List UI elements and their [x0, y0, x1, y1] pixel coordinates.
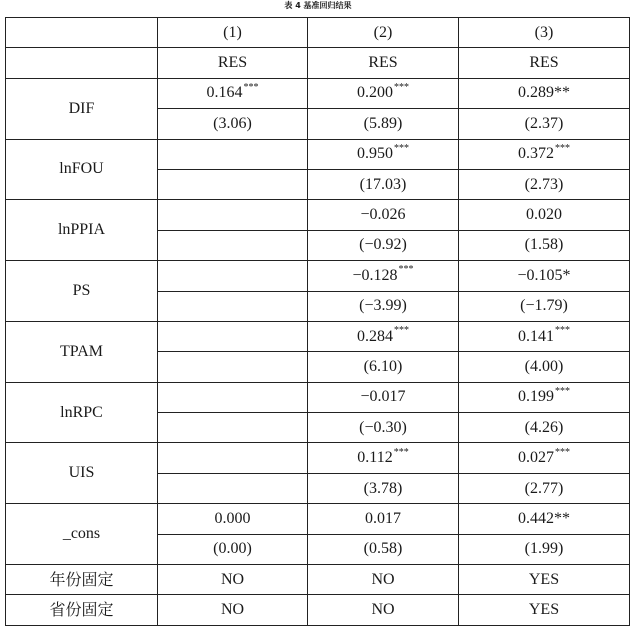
- tstat-cell: (17.03): [308, 169, 459, 199]
- fixed-effect-value: NO: [308, 595, 459, 625]
- fixed-effect-value: NO: [158, 565, 308, 595]
- significance-stars: ***: [555, 446, 570, 458]
- significance-stars: ***: [394, 325, 409, 337]
- coef-cell: [158, 504, 308, 534]
- significance-stars: ***: [555, 386, 570, 398]
- coef-value: −0.026: [360, 206, 406, 224]
- significance-stars: ***: [393, 446, 409, 458]
- tstat-cell: (0.00): [158, 534, 308, 564]
- coef-cell: [308, 261, 459, 291]
- coef-value: 0.950: [357, 145, 393, 163]
- coef-cell: [459, 139, 630, 169]
- coef-cell: [158, 78, 308, 108]
- coef-cell: [158, 443, 308, 473]
- tstat-cell: (1.58): [459, 230, 630, 260]
- coef-value: 0.199: [518, 388, 554, 406]
- coef-value: −0.128: [352, 266, 398, 284]
- fixed-effect-value: NO: [308, 565, 459, 595]
- tstat-cell: (3.78): [308, 473, 459, 503]
- tstat-cell: [158, 230, 308, 260]
- table-row-coef: [6, 504, 630, 534]
- variable-name: _cons: [6, 504, 158, 565]
- fixed-effect-value: YES: [459, 565, 630, 595]
- table-row-coef: [6, 78, 630, 108]
- tstat-cell: (5.89): [308, 109, 459, 139]
- coef-cell: [459, 200, 630, 230]
- tstat-cell: (3.06): [158, 109, 308, 139]
- table-row-fixed-effect: [6, 595, 630, 625]
- table-row-coef: [6, 321, 630, 351]
- variable-name: UIS: [6, 443, 158, 504]
- model-header: (3): [459, 18, 630, 48]
- tstat-cell: (2.73): [459, 169, 630, 199]
- dependent-variable: RES: [308, 48, 459, 78]
- tstat-cell: [158, 352, 308, 382]
- table-caption: 表 4 基准回归结果: [284, 1, 352, 10]
- tstat-cell: (2.77): [459, 473, 630, 503]
- coef-cell: [459, 382, 630, 412]
- header-row-models: [6, 18, 630, 48]
- table-row-coef: [6, 261, 630, 291]
- coef-value: 0.017: [365, 509, 401, 527]
- coef-cell: [459, 504, 630, 534]
- coef-cell: [158, 321, 308, 351]
- model-header: (2): [308, 18, 459, 48]
- table-row-coef: [6, 139, 630, 169]
- dependent-variable: RES: [459, 48, 630, 78]
- coef-value: 0.141: [518, 327, 554, 345]
- coef-value: 0.372: [518, 145, 554, 163]
- variable-name: lnRPC: [6, 382, 158, 443]
- coef-cell: [459, 78, 630, 108]
- variable-name: DIF: [6, 78, 158, 139]
- significance-stars: ***: [555, 142, 570, 154]
- dependent-variable: RES: [158, 48, 308, 78]
- header-corner: [6, 48, 158, 78]
- coef-cell: [459, 261, 630, 291]
- coef-cell: [308, 504, 459, 534]
- variable-name: lnPPIA: [6, 200, 158, 261]
- coef-value: 0.289**: [518, 84, 570, 102]
- coef-value: 0.020: [526, 206, 562, 224]
- coef-cell: [158, 139, 308, 169]
- regression-table: [5, 17, 630, 626]
- coef-value: −0.017: [360, 388, 406, 406]
- header-corner: [6, 18, 158, 48]
- tstat-cell: (4.00): [459, 352, 630, 382]
- coef-value: 0.284: [357, 327, 393, 345]
- coef-value: 0.164: [206, 84, 243, 102]
- variable-name: PS: [6, 261, 158, 322]
- coef-cell: [308, 200, 459, 230]
- coef-value: 0.200: [357, 84, 393, 102]
- tstat-cell: (1.99): [459, 534, 630, 564]
- significance-stars: ***: [243, 82, 259, 94]
- table-row-coef: [6, 382, 630, 412]
- coef-cell: [308, 382, 459, 412]
- tstat-cell: (0.58): [308, 534, 459, 564]
- tstat-cell: (2.37): [459, 109, 630, 139]
- table-row-fixed-effect: [6, 565, 630, 595]
- tstat-cell: (−0.92): [308, 230, 459, 260]
- coef-cell: [158, 382, 308, 412]
- significance-stars: ***: [394, 142, 409, 154]
- tstat-cell: [158, 169, 308, 199]
- tstat-cell: [158, 413, 308, 443]
- significance-stars: ***: [398, 264, 414, 276]
- coef-cell: [308, 321, 459, 351]
- coef-cell: [308, 443, 459, 473]
- fixed-effect-name: 省份固定: [6, 595, 158, 625]
- coef-value: −0.105*: [517, 266, 571, 284]
- tstat-cell: (4.26): [459, 413, 630, 443]
- fixed-effect-name: 年份固定: [6, 565, 158, 595]
- significance-stars: ***: [555, 325, 570, 337]
- fixed-effect-value: YES: [459, 595, 630, 625]
- coef-cell: [158, 261, 308, 291]
- tstat-cell: (−0.30): [308, 413, 459, 443]
- coef-value: 0.027: [518, 449, 554, 467]
- tstat-cell: (−1.79): [459, 291, 630, 321]
- coef-cell: [158, 200, 308, 230]
- coef-cell: [459, 321, 630, 351]
- tstat-cell: (6.10): [308, 352, 459, 382]
- table-row-coef: [6, 200, 630, 230]
- tstat-cell: (−3.99): [308, 291, 459, 321]
- variable-name: lnFOU: [6, 139, 158, 200]
- coef-cell: [308, 78, 459, 108]
- model-header: (1): [158, 18, 308, 48]
- fixed-effect-value: NO: [158, 595, 308, 625]
- coef-value: 0.112: [357, 449, 393, 467]
- coef-value: 0.442**: [518, 509, 570, 527]
- variable-name: TPAM: [6, 321, 158, 382]
- header-row-dependent: [6, 48, 630, 78]
- table-row-coef: [6, 443, 630, 473]
- coef-value: 0.000: [214, 509, 251, 527]
- coef-cell: [459, 443, 630, 473]
- significance-stars: ***: [394, 82, 409, 94]
- tstat-cell: [158, 291, 308, 321]
- tstat-cell: [158, 473, 308, 503]
- coef-cell: [308, 139, 459, 169]
